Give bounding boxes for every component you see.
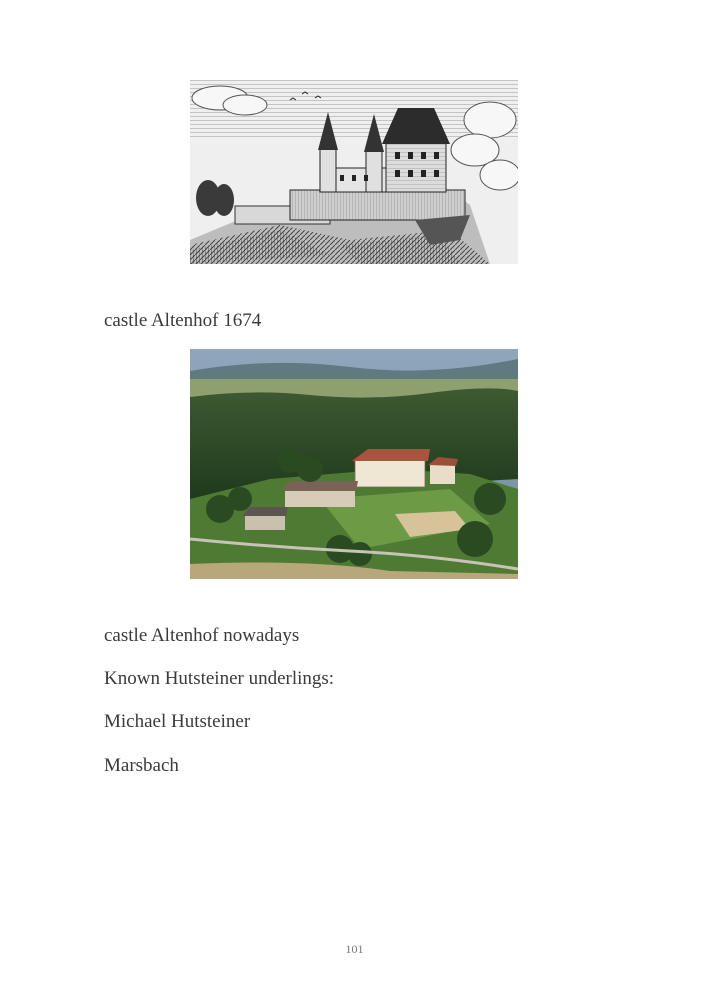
page-number: 101 bbox=[345, 942, 364, 956]
underling-name: Michael Hutsteiner bbox=[104, 711, 251, 732]
figure-caption: castle Altenhof 1674 bbox=[104, 310, 262, 331]
underling-place: Marsbach bbox=[104, 755, 179, 776]
castle-aerial-photo bbox=[190, 349, 518, 579]
section-heading: Known Hutsteiner underlings: bbox=[104, 668, 335, 689]
castle-engraving-image bbox=[190, 80, 518, 264]
figure-caption: castle Altenhof nowadays bbox=[104, 625, 300, 646]
